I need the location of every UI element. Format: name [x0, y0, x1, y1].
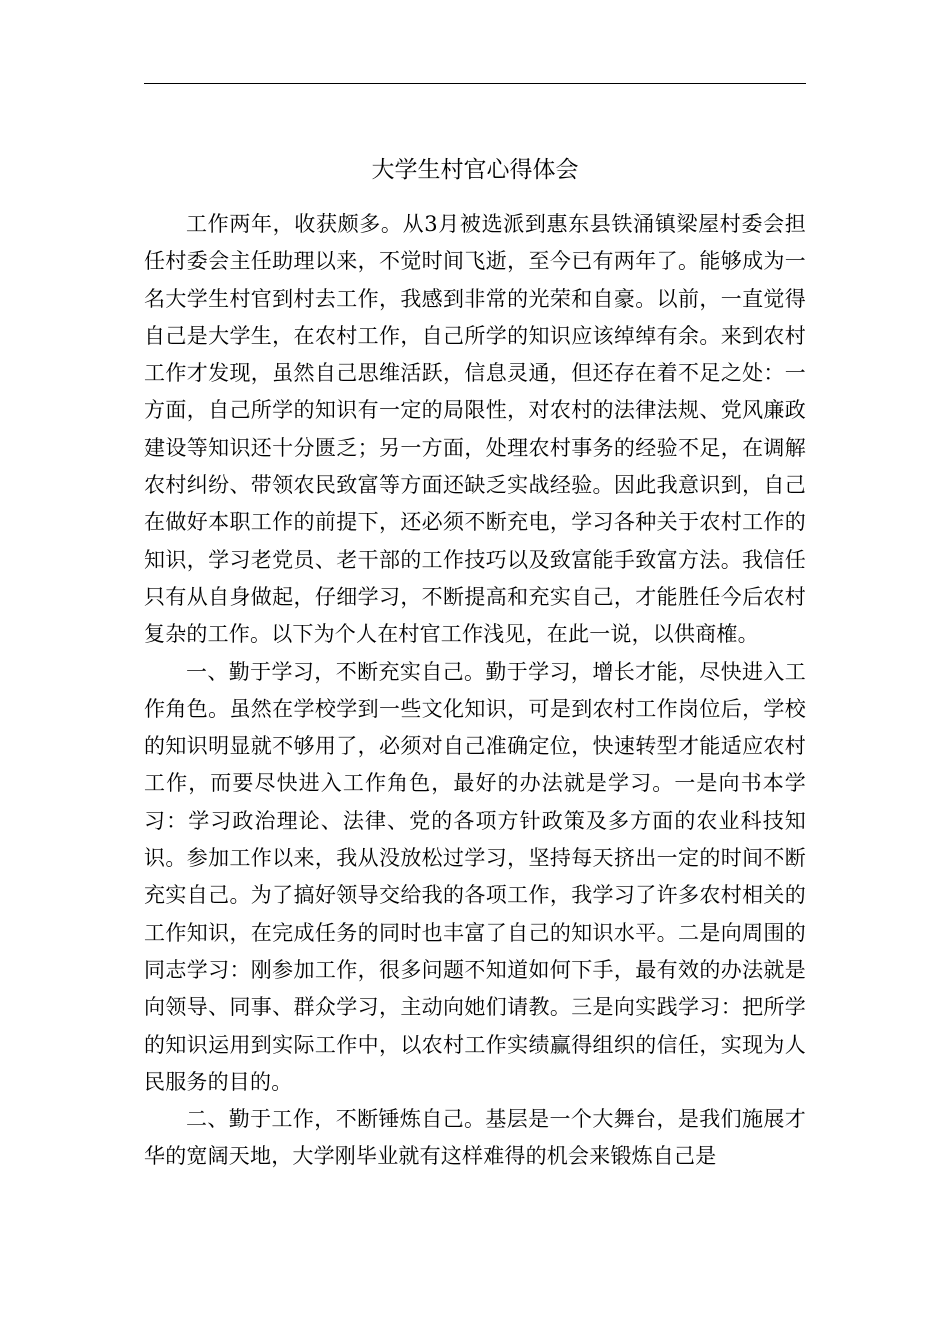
paragraph-section-2: 二、勤于工作，不断锤炼自己。基层是一个大舞台，是我们施展才华的宽阔天地，大学刚毕业就有这样难得的机会来锻炼自己是 [144, 1107, 806, 1169]
paragraph-intro: 工作两年，收获颇多。从3月被选派到惠东县铁涌镇梁屋村委会担任村委会主任助理以来，不觉时间飞逝，至今已有两年了。能够成为一名大学生村官到村去工作，我感到非常的光荣和自豪。以前，一直觉得自己是大学生，在农村工作，自己所学的知识应该绰绰有余。来到农村工作才发现，虽然自己思维活跃，信息灵通，但还存在着不足之处：一方面，自己所学的知识有一定的局限性，对农村的法律法规、党风廉政建设等知识还十分匮乏；另一方面，处理农村事务的经验不足，在调解农村纠纷、带领农民致富等方面还缺乏实战经验。因此我意识到，自己在做好本职工作的前提下，还必须不断充电，学习各种关于农村工作的知识，学习老党员、老干部的工作技巧以及致富能手致富方法。我信任只有从自身做起，仔细学习，不断提高和充实自己，才能胜任今后农村复杂的工作。以下为个人在村官工作浅见，在此一说，以供商榷。 [144, 212, 806, 647]
document-title: 大学生村官心得体会 [371, 157, 579, 183]
header-rule [144, 83, 806, 84]
document-body [144, 206, 806, 1176]
paragraph-section-1: 一、勤于学习，不断充实自己。勤于学习，增长才能，尽快进入工作角色。虽然在学校学到一些文化知识，可是到农村工作岗位后，学校的知识明显就不够用了，必须对自己准确定位，快速转型才能适应农村工作，而要尽快进入工作角色，最好的办法就是学习。一是向书本学习：学习政治理论、法律、党的各项方针政策及多方面的农业科技知识。参加工作以来，我从没放松过学习，坚持每天挤出一定的时间不断充实自己。为了搞好领导交给我的各项工作，我学习了许多农村相关的工作知识，在完成任务的同时也丰富了自己的知识水平。二是向周围的同志学习：刚参加工作，很多问题不知道如何下手，最有效的办法就是向领导、同事、群众学习，主动向她们请教。三是向实践学习：把所学的知识运用到实际工作中，以农村工作实绩赢得组织的信任，实现为人民服务的目的。 [144, 659, 806, 1094]
